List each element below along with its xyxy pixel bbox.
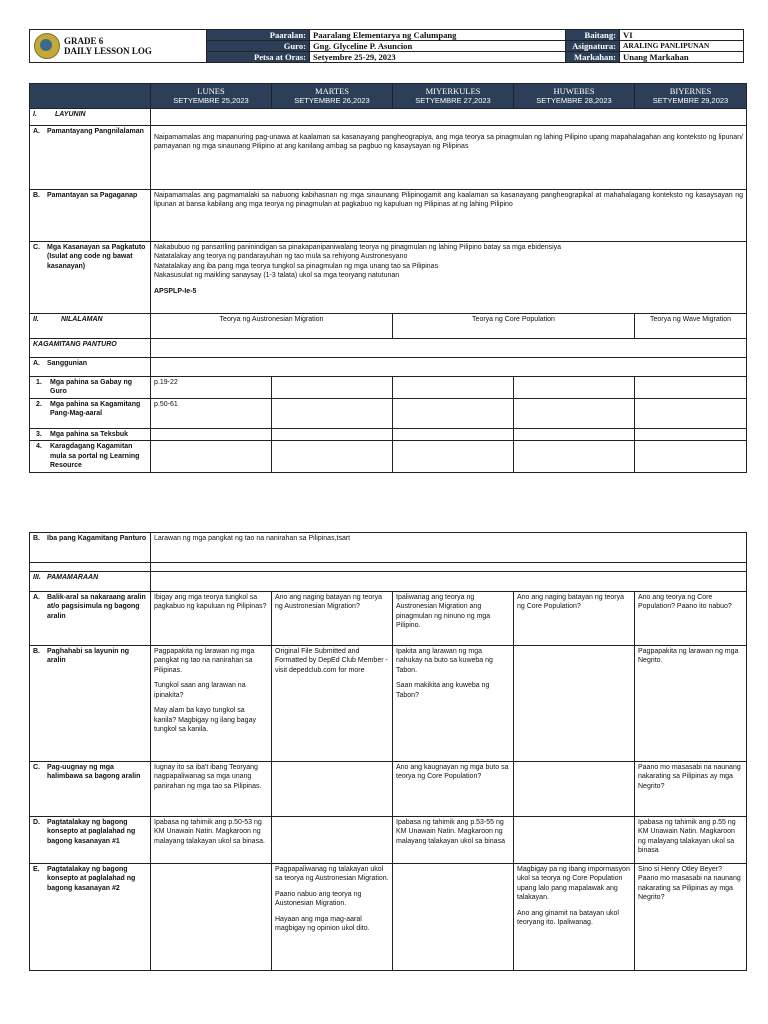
blank-cell — [514, 441, 635, 472]
kasanayan-line: Nakasusulat ng maikling sanaysay (1-3 talata) ukol sa mga teoryang natutunan — [154, 272, 400, 280]
kasanayan-line: Natatalakay ang iba pang mga teorya tungkol sa pinagmulan ng mga unang tao sa Pilipinas — [154, 262, 439, 270]
lesson-table-part2 — [29, 532, 747, 971]
day-name: BIYERNES — [669, 86, 712, 96]
row-label-text: Sanggunian — [47, 360, 88, 367]
cell-paragraph: Ipabasa ng tahimik ang p.53-55 ng KM Unawain Natin. Magkaroon ng malayang talakayan ukol sa binasa — [396, 819, 505, 845]
cell-paragraph: Paano nabuo ang teorya ng Austonesian Migration. — [275, 890, 362, 908]
kasanayan-line: Nakabubuo ng pansariling paninindigan sa pinakapanipaniwalang teorya ng pinagmulan ng lahing Pilipino batay sa mga ebidensiya — [154, 244, 562, 251]
pag-uugnay-tuesday — [272, 762, 393, 817]
row-key: A. — [33, 594, 40, 601]
deped-seal-icon — [34, 33, 60, 59]
spacer-row — [30, 563, 747, 572]
row-key: B. — [33, 648, 40, 655]
cell-paragraph: Iugnay ito sa iba't ibang Teoryang nagpapaliwanag sa mga unang panirahan ng mga tao sa Pilipinas. — [154, 764, 262, 790]
day-date: SETYEMBRE 27,2023 — [415, 96, 491, 105]
blank-cell — [635, 429, 747, 441]
blank-cell — [514, 429, 635, 441]
iba-pang-kagamitan-row — [30, 533, 747, 563]
row-label — [30, 762, 151, 817]
kagamitang-mag-aaral-value: p.50-61 — [151, 399, 272, 429]
layunin-heading-blank — [151, 109, 747, 126]
blank-cell — [393, 399, 514, 429]
blank-cell — [635, 377, 747, 399]
subject-label: Asignatura: — [566, 41, 620, 52]
paghahabi-wednesday — [393, 646, 514, 762]
row-key: 1. — [36, 379, 42, 386]
gabay-guro-value: p.19-22 — [151, 377, 272, 399]
paghahabi-row — [30, 646, 747, 762]
kagamitan-heading: KAGAMITANG PANTURO — [30, 339, 151, 358]
cell-paragraph: Pagpapaliwanag ng talakayan ukol sa teorya ng Austronesian Migration. — [275, 865, 389, 883]
teksbuk-row — [30, 429, 747, 441]
nilalaman-wave-migration: Teorya ng Wave Migration — [635, 314, 747, 339]
row-label — [30, 646, 151, 762]
pagtatalakay-1-row — [30, 817, 747, 864]
row-label-text: Paghahabi sa layunin ng aralin — [47, 648, 130, 665]
blank-cell — [272, 377, 393, 399]
nilalaman-row — [30, 314, 747, 339]
balik-aral-row — [30, 592, 747, 646]
cell-paragraph: Ipakita ang larawan ng mga nahukay na buto sa kuweba ng Tabon. — [396, 648, 493, 674]
cell-paragraph: Original File Submitted and Formatted by DepEd Club Member - visit depedclub.com for more — [275, 648, 388, 674]
cell-paragraph: Ano ang ginamit na batayan ukol teoryang ito. Ipaliwanag. — [517, 909, 619, 926]
row-label-text: Balik-aral sa nakaraang aralin at/o pagsisimula ng bagong aralin — [47, 594, 146, 620]
kagamitan-heading-blank — [151, 339, 747, 358]
cell-paragraph: Paano mo masasabi na naunang nakarating sa Pilipinas ay mga Negrito? — [638, 764, 741, 790]
kasanayan-text — [151, 242, 747, 314]
pagtatalakay-2-tuesday — [272, 863, 393, 970]
pag-uugnay-monday — [151, 762, 272, 817]
grade-level-label: Baitang: — [566, 30, 620, 41]
cell-paragraph: Ano ang teorya ng Core Population? Paano ito nabuo? — [638, 594, 732, 611]
blank-cell — [272, 399, 393, 429]
section-number: II. — [33, 316, 39, 323]
section-title: PAMAMARAAN — [46, 574, 99, 581]
pamamaraan-heading — [30, 572, 151, 592]
kagamitan-heading-row — [30, 339, 747, 358]
date-time-label: Petsa at Oras: — [207, 52, 310, 63]
row-key: B. — [33, 535, 40, 542]
row-label-text: Karagdagang Kagamitan mula sa portal ng Learning Resource — [50, 443, 140, 470]
cell-paragraph: Pagpapakita ng larawan ng mga pangkat ng tao na nanirahan sa Pilipinas. — [154, 648, 255, 674]
row-label-text: Pagtatalakay ng bagong konsepto at paglalahad ng bagong kasanayan #2 — [47, 865, 136, 892]
blank-cell — [272, 441, 393, 472]
blank-cell — [30, 563, 151, 572]
section-title: LAYUNIN — [55, 111, 86, 118]
learning-resource-value — [151, 441, 272, 472]
nilalaman-austronesian: Teorya ng Austronesian Migration — [151, 314, 393, 339]
row-label — [30, 863, 151, 970]
kagamitang-mag-aaral-row — [30, 399, 747, 429]
row-label-text: Pamantayan sa Pagaganap — [47, 192, 138, 199]
row-label — [30, 377, 151, 399]
pamantayan-sa-pagaganap-text: Naipamamalas ang pagmamalaki sa nabuong kabihasnan ng mga sinaunang Pilipinogamit ang kaalaman sa kasanayang pangheograpikal at mahahalagang konteksto ng kasaysayan ng lipunan at bansa kabilang ang mga teorya ng pinagmulan at pagkabuo ng kapuluan ng Pilipinas at ng lahing Pilipino — [151, 190, 747, 242]
cell-paragraph: Ipaliwanag ang teorya ng Austronesian Migration ang pinagmulan ng ninuno ng mga Pilipino. — [396, 594, 491, 630]
cell-paragraph: Saan makikita ang kuweba ng Tabon? — [396, 682, 490, 699]
row-key: C. — [33, 244, 40, 251]
day-header-wednesday — [393, 84, 514, 109]
pagtatalakay-2-wednesday — [393, 863, 514, 970]
pagtatalakay-2-friday — [635, 863, 747, 970]
balik-aral-tuesday — [272, 592, 393, 646]
blank-cell — [514, 399, 635, 429]
pagtatalakay-1-tuesday — [272, 817, 393, 864]
pagtatalakay-2-monday — [151, 863, 272, 970]
row-label — [30, 358, 151, 377]
grade-label: GRADE 6 — [64, 36, 104, 46]
pagtatalakay-1-friday — [635, 817, 747, 864]
header-title-cell — [30, 30, 207, 63]
nilalaman-core-population: Teorya ng Core Population — [393, 314, 635, 339]
pag-uugnay-friday — [635, 762, 747, 817]
pamantayang-pangnilalaman-text: Naipamamalas ang mapanuring pag-unawa at kaalaman sa kasanayang pangheograpiya, ang mga teorya sa pinagmulan ng lahing Pilipino upang mapahalagahan ang konteksto ng lipunan/ pamayanan ng mga sinaunang Pilipino at ang kanilang ambag sa pagbuo ng kasaysayan ng Pilipinas — [151, 126, 747, 190]
row-label-text: Pag-uugnay ng mga halimbawa sa bagong aralin — [47, 764, 141, 781]
row-label — [30, 190, 151, 242]
cell-paragraph: Tungkol saan ang larawan na ipinakita? — [154, 682, 246, 699]
cell-paragraph: Sino si Henry Otley Beyer? Paano mo masasabi na naunang nakarating sa Pilipinas ay mga Negrito? — [638, 865, 741, 902]
row-key: 2. — [36, 401, 42, 408]
section-number: I. — [33, 111, 37, 118]
day-header-tuesday — [272, 84, 393, 109]
balik-aral-monday — [151, 592, 272, 646]
balik-aral-wednesday — [393, 592, 514, 646]
paghahabi-thursday — [514, 646, 635, 762]
blank-cell — [272, 429, 393, 441]
blank-cell — [151, 563, 747, 572]
teacher-value: Gng. Glyceline P. Asuncion — [310, 41, 566, 52]
blank-cell — [393, 429, 514, 441]
row-key: A. — [33, 360, 40, 367]
iba-pang-kagamitan-text: Larawan ng mga pangkat ng tao na nanirahan sa Pilipinas,tsart — [151, 533, 747, 563]
log-label: DAILY LESSON LOG — [64, 46, 152, 56]
row-key: 4. — [36, 443, 42, 451]
pagtatalakay-1-monday — [151, 817, 272, 864]
blank-cell — [393, 377, 514, 399]
pamamaraan-heading-blank — [151, 572, 747, 592]
subject-value: ARALING PANLIPUNAN — [620, 41, 744, 52]
pamantayang-pangnilalaman-row — [30, 126, 747, 190]
row-label-text: Mga pahina sa Teksbuk — [50, 431, 129, 438]
row-label-text: Mga pahina sa Gabay ng Guro — [50, 379, 133, 396]
day-name: HUWEBES — [553, 86, 595, 96]
day-header-friday — [635, 84, 747, 109]
pag-uugnay-thursday — [514, 762, 635, 817]
row-label — [30, 533, 151, 563]
day-date: SETYEMBRE 25,2023 — [173, 96, 249, 105]
kasanayan-row — [30, 242, 747, 314]
paghahabi-monday — [151, 646, 272, 762]
quarter-label: Markahan: — [566, 52, 620, 63]
header-table — [29, 29, 744, 63]
day-date: SETYEMBRE 26,2023 — [294, 96, 370, 105]
cell-paragraph: Ano ang kaugnayan ng mga buto sa teorya ng Core Population? — [396, 764, 509, 781]
layunin-heading — [30, 109, 151, 126]
row-label — [30, 441, 151, 472]
teksbuk-value — [151, 429, 272, 441]
day-name: MIYERKULES — [425, 86, 481, 96]
pamantayan-sa-pagaganap-row — [30, 190, 747, 242]
row-key: E. — [33, 865, 40, 873]
row-key: C. — [33, 764, 40, 771]
pag-uugnay-wednesday — [393, 762, 514, 817]
sanggunian-row — [30, 358, 747, 377]
pagtatalakay-2-row — [30, 863, 747, 970]
day-header-row — [30, 84, 747, 109]
layunin-heading-row — [30, 109, 747, 126]
school-value: Paaralang Elementarya ng Calumpang — [310, 30, 566, 41]
quarter-value: Unang Markahan — [620, 52, 744, 63]
day-name: MARTES — [315, 86, 349, 96]
date-time-value: Setyembre 25-29, 2023 — [310, 52, 566, 63]
sanggunian-blank — [151, 358, 747, 377]
balik-aral-thursday — [514, 592, 635, 646]
row-label-text: Mga Kasanayan sa Pagkatuto (Isulat ang code ng bawat kasanayan) — [47, 244, 146, 270]
section-title: NILALAMAN — [61, 316, 103, 323]
cell-paragraph: Hayaan ang mga mag-aaral magbigay ng opinion ukol dito. — [275, 915, 370, 932]
row-label-text: Pamantayang Pangnilalaman — [47, 128, 144, 135]
pagtatalakay-2-thursday — [514, 863, 635, 970]
row-label — [30, 126, 151, 190]
cell-paragraph: May alam ba kayo tungkol sa kanila? Magbigay ng ilang bagay tungkol sa kanila. — [154, 707, 256, 734]
pagtatalakay-1-wednesday — [393, 817, 514, 864]
learning-resource-row — [30, 441, 747, 472]
day-date: SETYEMBRE 28,2023 — [536, 96, 612, 105]
row-label — [30, 399, 151, 429]
section-number: III. — [33, 574, 41, 581]
pamamaraan-heading-row — [30, 572, 747, 592]
school-label: Paaralan: — [207, 30, 310, 41]
row-label-text: Pagtatalakay ng bagong konsepto at paglalahad ng bagong kasanayan #1 — [47, 819, 136, 845]
cell-paragraph: Ano ang naging batayan ng teorya ng Core Population? — [517, 594, 625, 611]
paghahabi-tuesday — [272, 646, 393, 762]
lesson-table-part1 — [29, 83, 747, 473]
grade-title — [64, 36, 152, 56]
day-header-empty — [30, 84, 151, 109]
cell-paragraph: Ibigay ang mga teorya tungkol sa pagkabuo ng kapuluan ng Pilipinas? — [154, 594, 267, 611]
blank-cell — [393, 441, 514, 472]
row-label — [30, 592, 151, 646]
balik-aral-friday — [635, 592, 747, 646]
grade-level-value: VI — [620, 30, 744, 41]
row-label — [30, 817, 151, 864]
cell-paragraph: Pagpapakita ng larawan ng mga Negrito. — [638, 648, 739, 665]
pagtatalakay-1-thursday — [514, 817, 635, 864]
row-key: B. — [33, 192, 40, 199]
day-name: LUNES — [197, 86, 225, 96]
blank-cell — [635, 399, 747, 429]
cell-paragraph: Ano ang naging batayan ng teorya ng Austronesian Migration? — [275, 594, 383, 611]
kasanayan-line: Natatalakay ang teorya ng pandarayuhan ng tao mula sa rehiyong Austronesyano — [154, 253, 408, 261]
day-header-monday — [151, 84, 272, 109]
day-header-thursday — [514, 84, 635, 109]
paghahabi-friday — [635, 646, 747, 762]
teacher-label: Guro: — [207, 41, 310, 52]
blank-cell — [635, 441, 747, 472]
cell-paragraph: Ipabasa ng tahimik ang p.50-53 ng KM Unawain Natin. Magkaroon ng malayang talakayan ukol sa binasa. — [154, 819, 265, 845]
day-date: SETYEMBRE 29,2023 — [652, 96, 729, 105]
nilalaman-heading — [30, 314, 151, 339]
row-label-text: Iba pang Kagamitang Panturo — [47, 535, 147, 542]
row-label-text: Mga pahina sa Kagamitang Pang-Mag-aaral — [50, 401, 141, 418]
pag-uugnay-row — [30, 762, 747, 817]
row-label — [30, 242, 151, 314]
row-key: A. — [33, 128, 40, 135]
row-key: 3. — [36, 431, 42, 438]
row-key: D. — [33, 819, 40, 826]
cell-paragraph: Ipabasa ng tahimik ang p.55 ng KM Unawain Natin. Magkaroon ng malayang talakayan ukol sa binasa — [638, 819, 736, 855]
gabay-guro-row — [30, 377, 747, 399]
blank-cell — [514, 377, 635, 399]
competency-code: APSPLP-Ie-5 — [154, 287, 197, 295]
cell-paragraph: Magbigay pa ng ibang impormasyon ukol sa teorya ng Core Population upang lalo pang mapalawak ang talakayan. — [517, 865, 630, 902]
row-label — [30, 429, 151, 441]
